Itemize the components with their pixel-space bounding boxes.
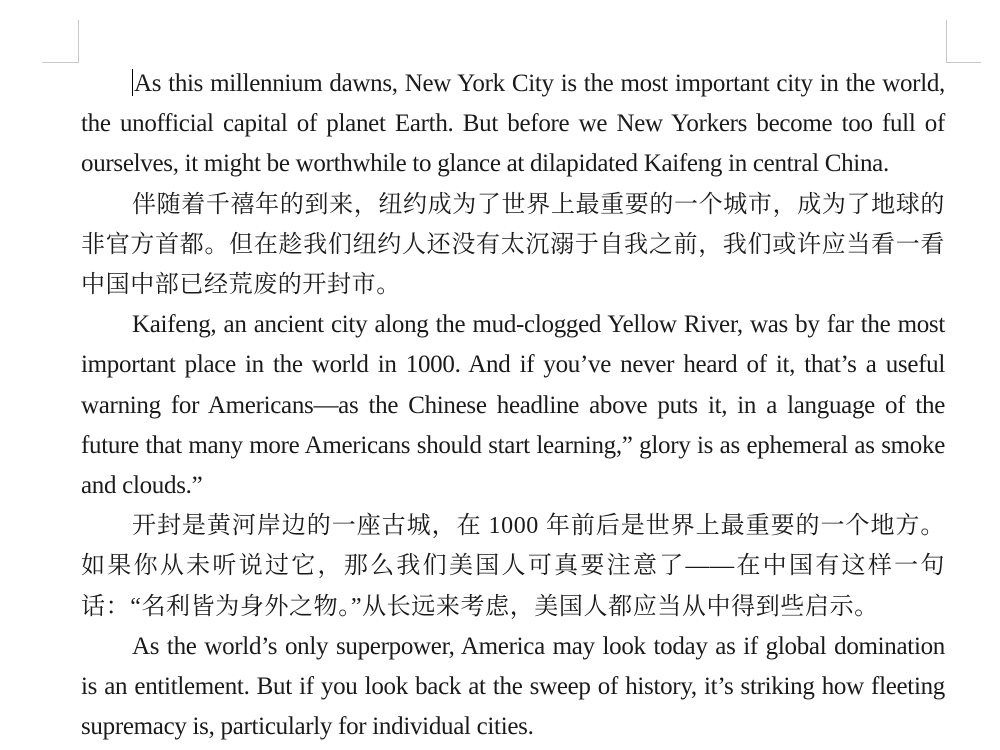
- paragraph-1-text: As this millennium dawns, New York City is the most important city in the world, the unofficial capital of planet Earth. But before we New Yorkers become too full of ourselves, it might be worthwhile to glance at dilapidated Kaifeng in central China.: [81, 70, 945, 178]
- page-corner-mark-top-right: [946, 20, 981, 63]
- document-body[interactable]: [81, 64, 945, 747]
- paragraph-1[interactable]: [81, 64, 945, 185]
- text-cursor: [132, 69, 133, 96]
- paragraph-2[interactable]: [81, 185, 945, 306]
- paragraph-5-text: As the world’s only superpower, America may look today as if global domination is an entitlement. But if you look back at the sweep of history, it’s striking how fleeting supremacy is, particularly for individual cities.: [81, 632, 945, 741]
- paragraph-5[interactable]: [81, 627, 945, 748]
- paragraph-3-text: Kaifeng, an ancient city along the mud-clogged Yellow River, was by far the most important place in the world in 1000. And if you’ve never heard of it, that’s a useful warning for Americans—as the Chinese headline above puts it, in a language of the future that many more Americans should start learning,” glory is as ephemeral as smoke and clouds.”: [81, 311, 945, 500]
- paragraph-3[interactable]: [81, 305, 945, 506]
- paragraph-4[interactable]: [81, 506, 945, 627]
- page-corner-mark-top-left: [42, 20, 79, 63]
- paragraph-4-text: 开封是黄河岸边的一座古城，在 1000 年前后是世界上最重要的一个地方。如果你从未听说过它，那么我们美国人可真要注意了——在中国有这样一句话：“名利皆为身外之物。”从长远来考虑，美国人都应当从中得到些启示。: [81, 513, 945, 620]
- paragraph-2-text: 伴随着千禧年的到来，纽约成为了世界上最重要的一个城市，成为了地球的非官方首都。但在趁我们纽约人还没有太沉溺于自我之前，我们或许应当看一看中国中部已经荒废的开封市。: [81, 191, 945, 299]
